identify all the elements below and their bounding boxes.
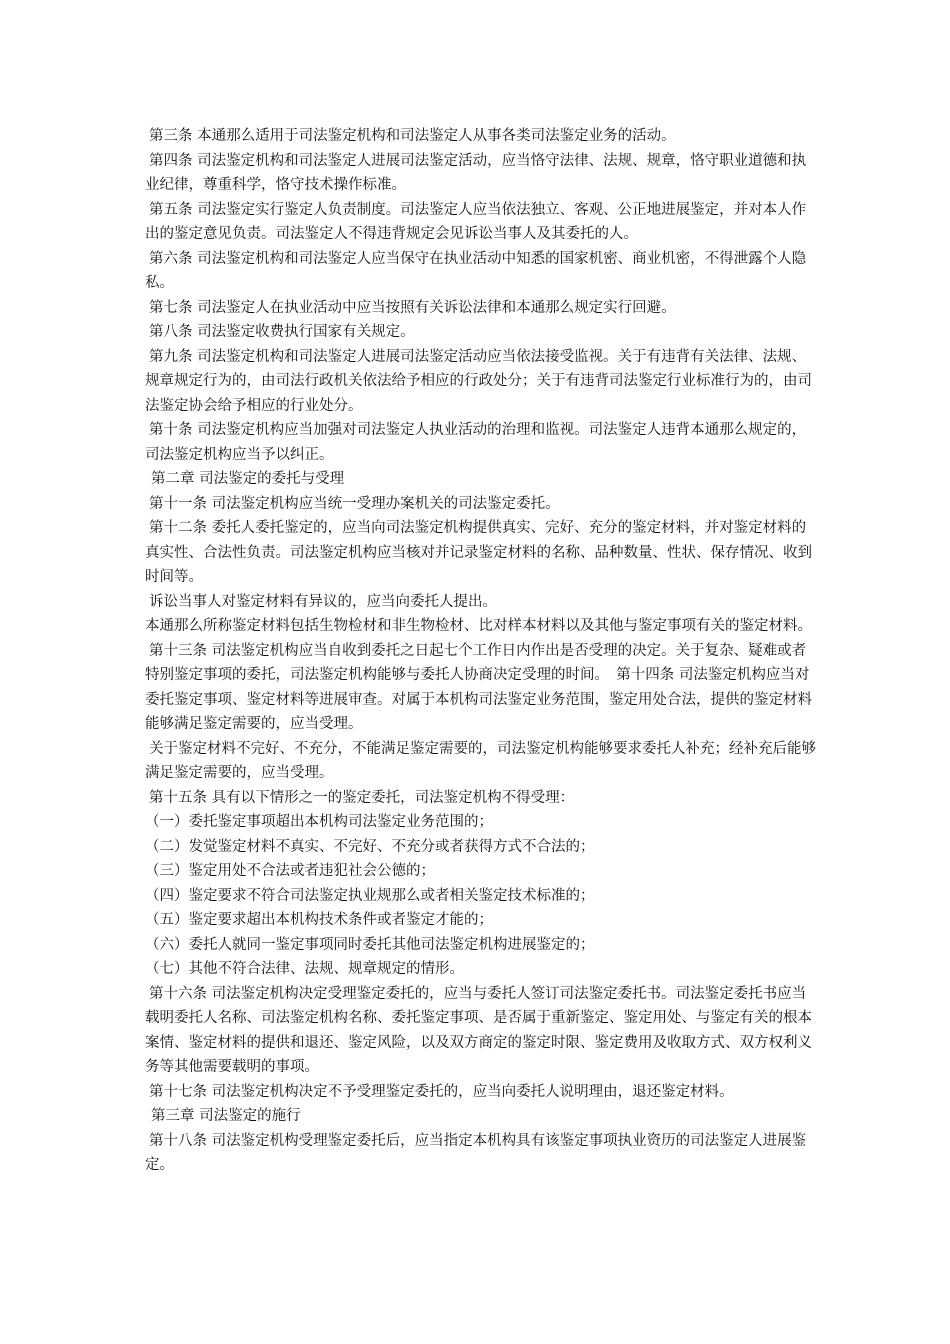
- list-item: （三）鉴定用处不合法或者违犯社会公德的；: [145, 863, 435, 879]
- list-item: （六）委托人就同一鉴定事项同时委托其他司法鉴定机构进展鉴定的；: [145, 936, 595, 953]
- paragraph: 第七条 司法鉴定人在执业活动中应当按照有关诉讼法律和本通那么规定实行回避。: [149, 299, 676, 316]
- paragraph: 第八条 司法鉴定收费执行国家有关规定。: [149, 324, 415, 340]
- paragraph: 第五条 司法鉴定实行鉴定人负责制度。司法鉴定人应当依法独立、客观、公正地进展鉴定，并对本人作出的鉴定意见负责。司法鉴定人不得违背规定会见诉讼当事人及其委托的人。: [145, 201, 807, 242]
- paragraph: 第三条 本通那么适用于司法鉴定机构和司法鉴定人从事各类司法鉴定业务的活动。: [149, 128, 676, 144]
- chapter-heading: 第二章 司法鉴定的委托与受理: [151, 471, 345, 487]
- list-item: （四）鉴定要求不符合司法鉴定执业规那么或者相关鉴定技术标准的；: [145, 887, 595, 904]
- paragraph: 第十一条 司法鉴定机构应当统一受理办案机关的司法鉴定委托。: [149, 495, 560, 512]
- paragraph: 第十三条 司法鉴定机构应当自收到委托之日起七个工作日内作出是否受理的决定。关于复杂、疑难或者特别鉴定事项的委托，司法鉴定机构能够与委托人协商决定受理的时间。 第十四条 司法鉴定机构应当对委托鉴定事项、鉴定材料等进展审查。对属于本机构司法鉴定业务范围，鉴定用处合法，提供的鉴定材料能够满足鉴定需要的，应当受理。: [145, 642, 812, 732]
- paragraph: 关于鉴定材料不完好、不充分，不能满足鉴定需要的，司法鉴定机构能够要求委托人补充；经补充后能够满足鉴定需要的，应当受理。: [145, 740, 816, 781]
- paragraph: 第十条 司法鉴定机构应当加强对司法鉴定人执业活动的治理和监视。司法鉴定人违背本通那么规定的，司法鉴定机构应当予以纠正。: [145, 422, 807, 463]
- list-item: （二）发觉鉴定材料不真实、不完好、不充分或者获得方式不合法的；: [145, 838, 595, 855]
- paragraph: 本通那么所称鉴定材料包括生物检材和非生物检材、比对样本材料以及其他与鉴定事项有关的鉴定材料。: [145, 618, 812, 634]
- paragraph: 第十七条 司法鉴定机构决定不予受理鉴定委托的，应当向委托人说明理由，退还鉴定材料。: [149, 1083, 734, 1100]
- paragraph: 第六条 司法鉴定机构和司法鉴定人应当保守在执业活动中知悉的国家机密、商业机密，不得泄露个人隐私。: [145, 250, 807, 291]
- list-item: （七）其他不符合法律、法规、规章规定的情形。: [145, 961, 464, 977]
- paragraph: 第十六条 司法鉴定机构决定受理鉴定委托的，应当与委托人签订司法鉴定委托书。司法鉴定委托书应当载明委托人名称、司法鉴定机构名称、委托鉴定事项、是否属于重新鉴定、鉴定用处、与鉴定有关的根本案情、鉴定材料的提供和退还、鉴定风险，以及双方商定的鉴定时限、鉴定费用及收取方式、双方权利义务等其他需要载明的事项。: [145, 985, 812, 1075]
- document-body: [145, 124, 820, 1178]
- paragraph: 诉讼当事人对鉴定材料有异议的，应当向委托人提出。: [149, 593, 497, 610]
- paragraph: 第十五条 具有以下情形之一的鉴定委托，司法鉴定机构不得受理：: [149, 789, 575, 806]
- list-item: （一）委托鉴定事项超出本机构司法鉴定业务范围的；: [145, 814, 493, 830]
- paragraph: 第九条 司法鉴定机构和司法鉴定人进展司法鉴定活动应当依法接受监视。关于有违背有关法律、法规、规章规定行为的，由司法行政机关依法给予相应的行政处分；关于有违背司法鉴定行业标准行为的，由司法鉴定协会给予相应的行业处分。: [145, 348, 812, 414]
- paragraph: 第四条 司法鉴定机构和司法鉴定人进展司法鉴定活动，应当恪守法律、法规、规章，恪守职业道德和执业纪律，尊重科学，恪守技术操作标准。: [145, 152, 807, 193]
- list-item: （五）鉴定要求超出本机构技术条件或者鉴定才能的；: [145, 912, 493, 928]
- paragraph: 第十八条 司法鉴定机构受理鉴定委托后，应当指定本机构具有该鉴定事项执业资历的司法鉴定人进展鉴定。: [145, 1132, 807, 1173]
- chapter-heading: 第三章 司法鉴定的施行: [151, 1108, 301, 1124]
- paragraph: 第十二条 委托人委托鉴定的，应当向司法鉴定机构提供真实、完好、充分的鉴定材料，并对鉴定材料的真实性、合法性负责。司法鉴定机构应当核对并记录鉴定材料的名称、品种数量、性状、保存情况、收到时间等。: [145, 520, 812, 585]
